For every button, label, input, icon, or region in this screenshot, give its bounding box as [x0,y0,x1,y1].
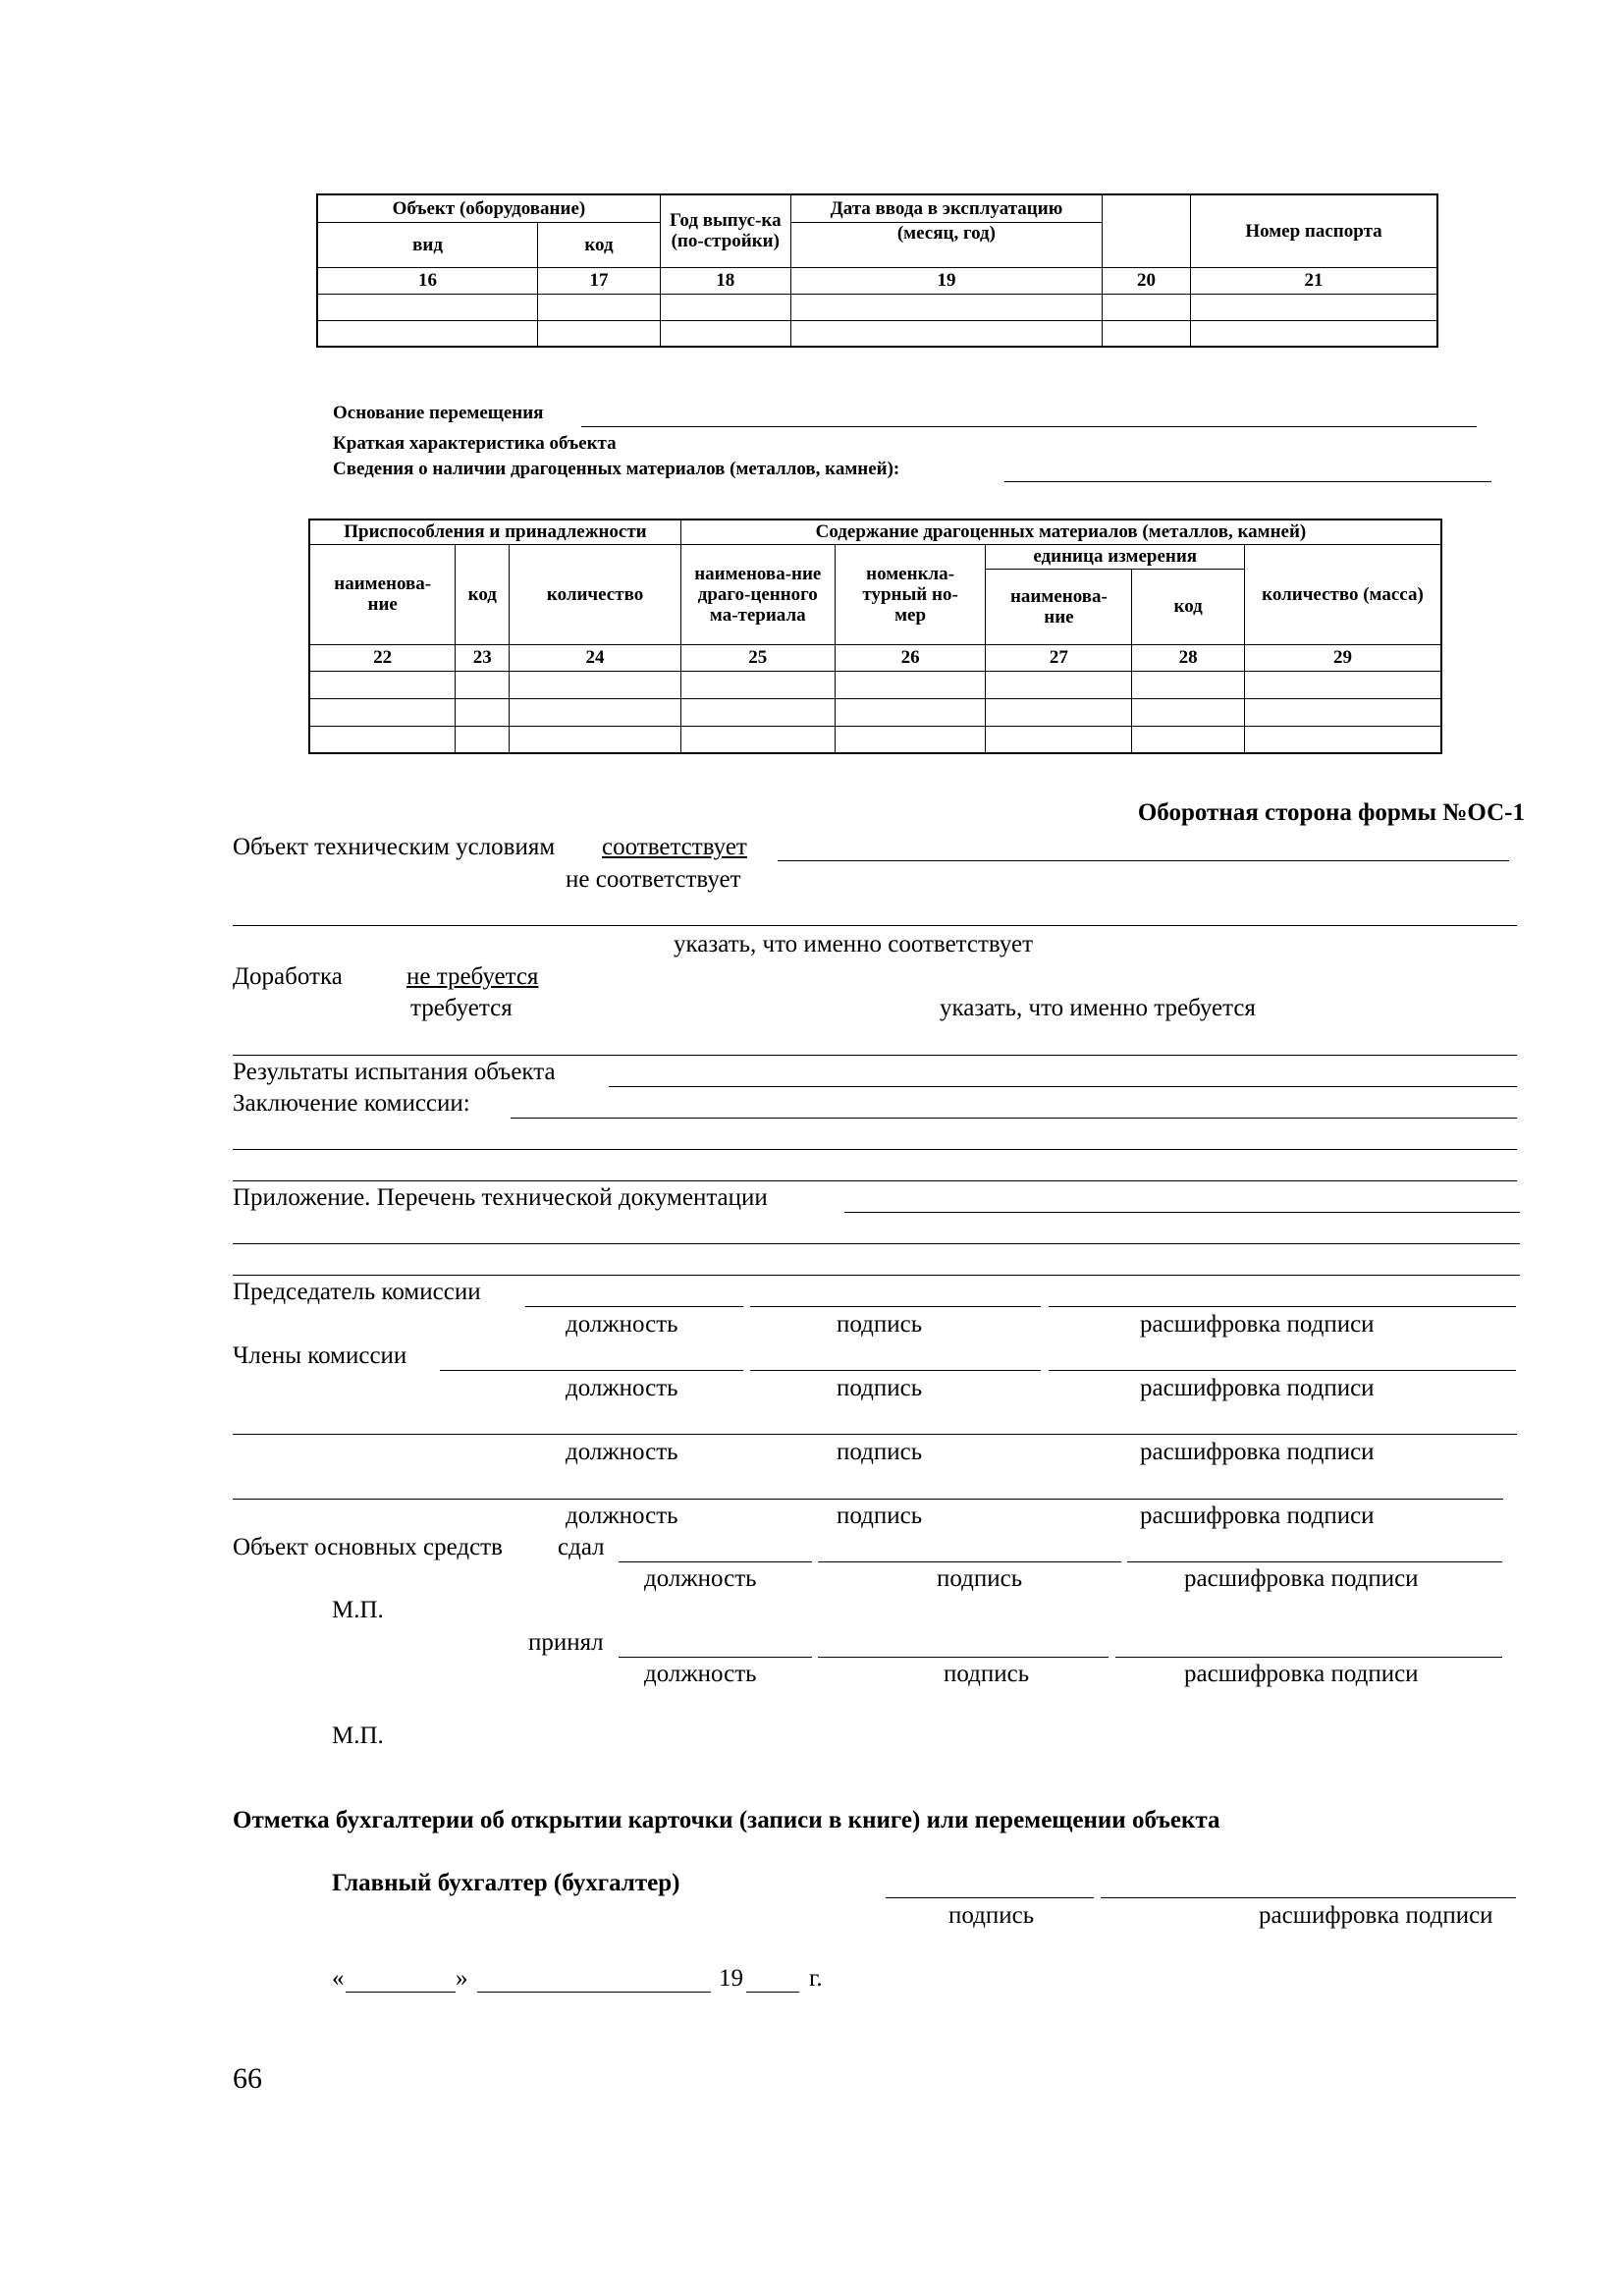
decoding-caption: расшифровка подписи [1140,1375,1375,1401]
conclusion-label: Заключение комиссии: [233,1090,470,1117]
decoding-caption: расшифровка подписи [1184,1661,1419,1687]
table-row [317,294,1437,320]
conform-label: Объект техническим условиям [233,834,556,860]
signature-caption: подпись [937,1565,1023,1592]
signature-line [1127,1561,1502,1562]
col-num: 25 [680,644,835,671]
basis-line [581,426,1477,427]
date-day-line [346,1992,456,1993]
header-content: Содержание драгоценных материалов (металлов, камней) [680,519,1441,544]
col-num: 26 [835,644,986,671]
date-month-line [477,1992,711,1993]
date-year-line [746,1992,799,1993]
col-num: 16 [317,267,538,294]
page-number: 66 [233,2062,262,2095]
decoding-caption: расшифровка подписи [1259,1902,1493,1929]
signature-caption: подпись [837,1503,923,1529]
header-material-name: наименова-ние драго-ценного ма-териала [680,544,835,644]
conclusion-line [233,1149,1517,1150]
header-date-sub: (месяц, год) [790,222,1102,267]
decoding-caption: расшифровка подписи [1140,1311,1375,1338]
table-row [309,698,1441,726]
col-num: 29 [1244,644,1441,671]
basis-label: Основание перемещения [333,403,544,423]
not-conform-option: не соответствует [566,866,741,893]
signature-line [750,1306,1041,1307]
header-mass: количество (масса) [1244,544,1441,644]
signature-caption: подпись [944,1661,1030,1687]
header-blank [1103,194,1191,267]
conclusion-line [511,1118,1517,1119]
conform-line [778,860,1509,861]
signature-line [525,1306,743,1307]
members-label: Члены комиссии [233,1342,407,1369]
precious-label: Сведения о наличии драгоценных материалов (металлов, камней): [333,459,900,479]
col-num: 19 [790,267,1102,294]
position-caption: должность [644,1661,757,1687]
table-row [309,671,1441,698]
header-kod: код [456,544,510,644]
reverse-title: Оборотная сторона формы №ОС-1 [1137,799,1525,826]
brief-label: Краткая характеристика объекта [333,433,617,454]
position-caption: должность [566,1375,678,1401]
rework-line [233,1055,1517,1056]
decoding-caption: расшифровка подписи [1140,1439,1375,1465]
header-name: наименова-ние [309,544,456,644]
decoding-caption: расшифровка подписи [1184,1565,1419,1592]
signature-caption: подпись [948,1902,1035,1929]
stamp-place: М.П. [332,1722,384,1749]
results-line [609,1086,1517,1087]
date-close-quote: » [456,1965,468,1992]
position-caption: должность [566,1503,678,1529]
signature-line [818,1561,1121,1562]
header-date: Дата ввода в эксплуатацию [790,194,1102,222]
signature-line [1049,1370,1516,1371]
signature-line [818,1657,1109,1658]
header-nomenclature: номенкла-турный но-мер [835,544,986,644]
appendix-line [844,1212,1520,1213]
equipment-table [316,193,1438,348]
chairman-label: Председатель комиссии [233,1279,481,1305]
header-unit: единица измерения [986,544,1244,569]
col-num: 24 [510,644,681,671]
date-open-quote: « [332,1965,345,1992]
received-word: принял [528,1629,604,1656]
col-num: 20 [1103,267,1191,294]
position-caption: должность [566,1439,678,1465]
header-vid: вид [317,222,538,267]
date-year-prefix: 19 [719,1965,743,1992]
signature-caption: подпись [837,1375,923,1401]
appendix-line [233,1243,1520,1244]
header-year: Год выпус-ка (по-стройки) [660,194,790,267]
header-unit-name: наименова-ние [986,569,1132,644]
appendix-label: Приложение. Перечень технической документации [233,1184,768,1211]
header-passport: Номер паспорта [1190,194,1437,267]
col-num: 27 [986,644,1132,671]
date-year-suffix: г. [809,1965,823,1992]
decoding-caption: расшифровка подписи [1140,1503,1375,1529]
signature-line [750,1370,1041,1371]
handed-label: Объект основных средств [233,1534,503,1560]
signature-line [886,1897,1094,1898]
not-required-option: не требуется [406,963,539,990]
signature-caption: подпись [837,1439,923,1465]
header-kod: код [538,222,661,267]
signature-line [440,1370,743,1371]
header-unit-kod: код [1132,569,1245,644]
position-caption: должность [566,1311,678,1338]
signature-line [233,1434,1517,1435]
conform-hint: указать, что именно соответствует [674,931,1034,957]
conclusion-line [233,1180,1517,1181]
header-fixtures: Приспособления и принадлежности [309,519,680,544]
col-num: 18 [660,267,790,294]
signature-caption: подпись [837,1311,923,1338]
required-option: требуется [410,995,513,1021]
header-object: Объект (оборудование) [317,194,660,222]
appendix-line [233,1275,1520,1276]
signature-line [1115,1657,1502,1658]
signature-line [619,1561,812,1562]
header-qty: количество [510,544,681,644]
handed-word: сдал [558,1534,605,1560]
precious-line [1004,481,1491,482]
rework-label: Доработка [233,963,343,990]
position-caption: должность [644,1565,757,1592]
conform-detail-line [233,925,1517,926]
precious-table [308,519,1442,754]
table-row [317,320,1437,347]
col-num: 22 [309,644,456,671]
results-label: Результаты испытания объекта [233,1059,556,1085]
signature-line [1101,1897,1516,1898]
col-num: 28 [1132,644,1245,671]
rework-hint: указать, что именно требуется [940,995,1256,1021]
table-row [309,726,1441,753]
col-num: 21 [1190,267,1437,294]
conform-option: соответствует [602,834,747,860]
accounting-title: Отметка бухгалтерии об открытии карточки (записи в книге) или перемещении объекта [233,1807,1220,1833]
chief-accountant-label: Главный бухгалтер (бухгалтер) [332,1870,680,1896]
col-num: 17 [538,267,661,294]
signature-line [233,1499,1503,1500]
signature-line [1049,1306,1516,1307]
signature-line [619,1657,812,1658]
stamp-place: М.П. [332,1597,384,1623]
col-num: 23 [456,644,510,671]
